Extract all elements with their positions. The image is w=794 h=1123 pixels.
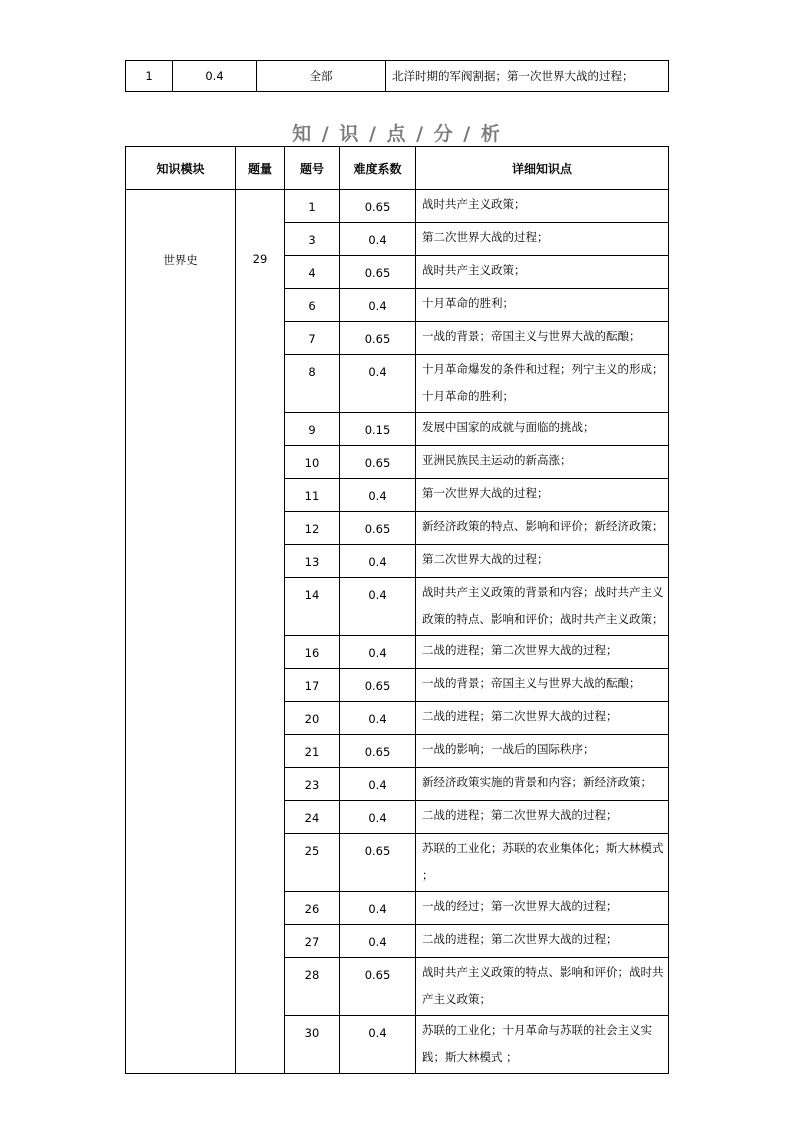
knowledge-detail: 第一次世界大战的过程；	[416, 479, 669, 512]
difficulty-value: 0.65	[340, 322, 416, 355]
header-count: 题量	[236, 147, 285, 190]
difficulty-value: 0.65	[340, 446, 416, 479]
difficulty-value: 0.4	[173, 61, 257, 92]
question-number: 28	[285, 958, 340, 1016]
table-row	[126, 61, 669, 92]
question-number: 12	[285, 512, 340, 545]
module-name: 世界史	[126, 190, 236, 1074]
difficulty-value: 0.4	[340, 768, 416, 801]
knowledge-detail: 苏联的工业化；苏联的农业集体化；斯大林模式 ；	[416, 834, 669, 892]
table-row	[126, 190, 669, 223]
difficulty-value: 0.4	[340, 801, 416, 834]
difficulty-value: 0.4	[340, 289, 416, 322]
difficulty-value: 0.4	[340, 355, 416, 413]
difficulty-value: 0.4	[340, 702, 416, 735]
question-number: 8	[285, 355, 340, 413]
header-module: 知识模块	[126, 147, 236, 190]
difficulty-value: 0.4	[340, 892, 416, 925]
header-row	[126, 147, 669, 190]
row-number: 1	[126, 61, 173, 92]
knowledge-detail: 第二次世界大战的过程；	[416, 223, 669, 256]
question-number: 10	[285, 446, 340, 479]
question-number: 11	[285, 479, 340, 512]
difficulty-value: 0.4	[340, 479, 416, 512]
question-number: 30	[285, 1016, 340, 1074]
difficulty-value: 0.65	[340, 735, 416, 768]
header-difficulty: 难度系数	[340, 147, 416, 190]
question-number: 7	[285, 322, 340, 355]
difficulty-value: 0.65	[340, 190, 416, 223]
question-number: 21	[285, 735, 340, 768]
knowledge-detail: 二战的进程；第二次世界大战的过程；	[416, 636, 669, 669]
question-number: 27	[285, 925, 340, 958]
knowledge-detail: 一战的影响；一战后的国际秩序；	[416, 735, 669, 768]
difficulty-value: 0.65	[340, 834, 416, 892]
question-number: 17	[285, 669, 340, 702]
knowledge-detail: 一战的背景；帝国主义与世界大战的酝酿；	[416, 322, 669, 355]
knowledge-analysis-table	[125, 146, 669, 1074]
knowledge-detail: 苏联的工业化；十月革命与苏联的社会主义实践；斯大林模式 ；	[416, 1016, 669, 1074]
scope-value: 全部	[257, 61, 386, 92]
knowledge-detail: 发展中国家的成就与面临的挑战；	[416, 413, 669, 446]
difficulty-value: 0.4	[340, 578, 416, 636]
table-body	[126, 190, 669, 1074]
knowledge-detail: 二战的进程；第二次世界大战的过程；	[416, 801, 669, 834]
question-number: 26	[285, 892, 340, 925]
question-number: 3	[285, 223, 340, 256]
knowledge-detail: 新经济政策实施的背景和内容；新经济政策；	[416, 768, 669, 801]
knowledge-detail: 新经济政策的特点、影响和评价；新经济政策；	[416, 512, 669, 545]
question-number: 23	[285, 768, 340, 801]
difficulty-value: 0.65	[340, 958, 416, 1016]
knowledge-detail: 二战的进程；第二次世界大战的过程；	[416, 702, 669, 735]
question-number: 9	[285, 413, 340, 446]
question-count: 29	[236, 190, 285, 1074]
knowledge-detail: 战时共产主义政策的背景和内容；战时共产主义政策的特点、影响和评价；战时共产主义政策；	[416, 578, 669, 636]
knowledge-detail: 第二次世界大战的过程；	[416, 545, 669, 578]
knowledge-detail: 十月革命的胜利；	[416, 289, 669, 322]
question-number: 1	[285, 190, 340, 223]
difficulty-value: 0.4	[340, 1016, 416, 1074]
knowledge-detail: 北洋时期的军阀割据；第一次世界大战的过程；	[386, 61, 669, 92]
knowledge-detail: 战时共产主义政策；	[416, 190, 669, 223]
difficulty-value: 0.65	[340, 512, 416, 545]
question-number: 16	[285, 636, 340, 669]
summary-table	[125, 60, 669, 92]
knowledge-detail: 亚洲民族民主运动的新高涨；	[416, 446, 669, 479]
question-number: 24	[285, 801, 340, 834]
difficulty-value: 0.4	[340, 545, 416, 578]
knowledge-detail: 战时共产主义政策；	[416, 256, 669, 289]
knowledge-detail: 十月革命爆发的条件和过程；列宁主义的形成；十月革命的胜利；	[416, 355, 669, 413]
section-title: 知 / 识 / 点 / 分 / 析	[292, 123, 502, 145]
header-question: 题号	[285, 147, 340, 190]
question-number: 20	[285, 702, 340, 735]
question-number: 6	[285, 289, 340, 322]
difficulty-value: 0.65	[340, 669, 416, 702]
question-number: 14	[285, 578, 340, 636]
difficulty-value: 0.15	[340, 413, 416, 446]
difficulty-value: 0.4	[340, 223, 416, 256]
question-number: 25	[285, 834, 340, 892]
difficulty-value: 0.65	[340, 256, 416, 289]
knowledge-detail: 一战的背景；帝国主义与世界大战的酝酿；	[416, 669, 669, 702]
question-number: 13	[285, 545, 340, 578]
knowledge-detail: 二战的进程；第二次世界大战的过程；	[416, 925, 669, 958]
question-number: 4	[285, 256, 340, 289]
difficulty-value: 0.4	[340, 636, 416, 669]
knowledge-detail: 战时共产主义政策的特点、影响和评价；战时共产主义政策；	[416, 958, 669, 1016]
difficulty-value: 0.4	[340, 925, 416, 958]
header-detail: 详细知识点	[416, 147, 669, 190]
knowledge-detail: 一战的经过；第一次世界大战的过程；	[416, 892, 669, 925]
